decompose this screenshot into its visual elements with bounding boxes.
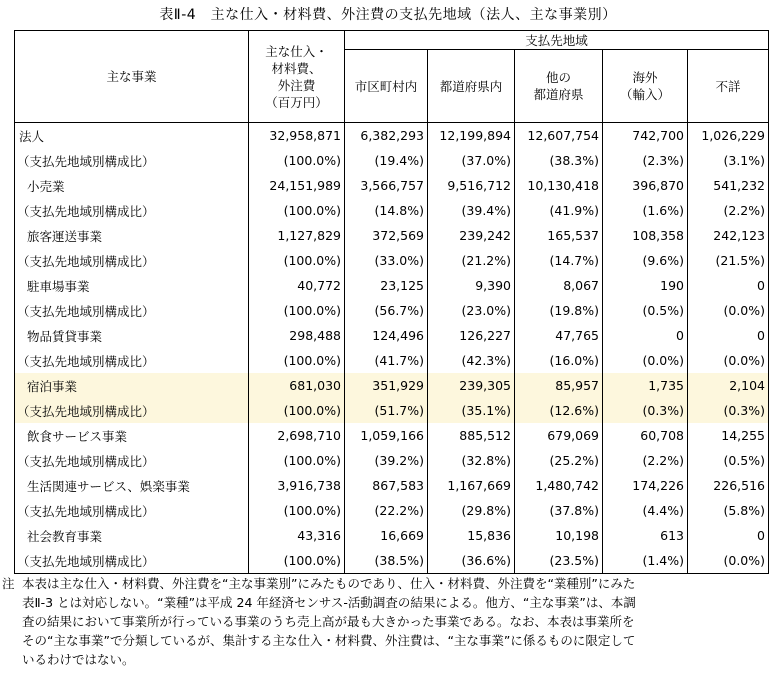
cell-value: (2.2%)	[603, 448, 688, 473]
cell-value: (3.1%)	[688, 148, 769, 173]
header-region-municipal	[345, 50, 428, 123]
table-row	[15, 323, 769, 348]
cell-value: 1,480,742	[515, 473, 603, 498]
cell-value: (21.5%)	[688, 248, 769, 273]
footnote-line: いるわけではない。	[22, 652, 135, 667]
row-label: （支払先地域別構成比）	[15, 548, 249, 574]
cell-value: 239,242	[428, 223, 515, 248]
cell-value: (23.0%)	[428, 298, 515, 323]
header-region-line: 他の	[545, 70, 571, 85]
cell-value: 372,569	[345, 223, 428, 248]
row-label: 飲食サービス事業	[15, 423, 249, 448]
cell-value: (1.6%)	[603, 198, 688, 223]
row-label: （支払先地域別構成比）	[15, 498, 249, 523]
cell-value: (100.0%)	[249, 198, 345, 223]
cell-value: 10,198	[515, 523, 603, 548]
cell-value: 9,516,712	[428, 173, 515, 198]
cell-value: 681,030	[249, 373, 345, 398]
cell-value: 396,870	[603, 173, 688, 198]
cell-value: (100.0%)	[249, 298, 345, 323]
cell-value: (32.8%)	[428, 448, 515, 473]
cell-value: (0.0%)	[603, 348, 688, 373]
table-row	[15, 523, 769, 548]
table-row	[15, 173, 769, 198]
cell-value: 85,957	[515, 373, 603, 398]
cell-value: (38.3%)	[515, 148, 603, 173]
row-label: （支払先地域別構成比）	[15, 348, 249, 373]
cell-value: 1,026,229	[688, 123, 769, 149]
cell-value: 0	[688, 323, 769, 348]
row-label: （支払先地域別構成比）	[15, 198, 249, 223]
table-row	[15, 423, 769, 448]
footnote-text	[22, 574, 772, 669]
cell-value: (33.0%)	[345, 248, 428, 273]
table-row	[15, 473, 769, 498]
header-business: 主な事業	[15, 31, 249, 123]
footnote-line: 本表は主な仕入・材料費、外注費を“主な事業別”にみたものであり、仕入・材料費、外注費を“業種別”にみた	[22, 576, 636, 591]
cell-value: 613	[603, 523, 688, 548]
cell-value: 298,488	[249, 323, 345, 348]
cell-value: (9.6%)	[603, 248, 688, 273]
cell-value: (14.8%)	[345, 198, 428, 223]
cell-value: (4.4%)	[603, 498, 688, 523]
cell-value: 23,125	[345, 273, 428, 298]
cell-value: (100.0%)	[249, 248, 345, 273]
cell-value: (42.3%)	[428, 348, 515, 373]
table-row	[15, 123, 769, 149]
header-region-line: 市区町村内	[354, 78, 418, 94]
cell-value: (41.9%)	[515, 198, 603, 223]
cell-value: 0	[688, 523, 769, 548]
row-label: （支払先地域別構成比）	[15, 398, 249, 423]
row-label: 小売業	[15, 173, 249, 198]
cell-value: 24,151,989	[249, 173, 345, 198]
cell-value: 126,227	[428, 323, 515, 348]
header-total-line: 外注費	[277, 77, 316, 93]
cell-value: (56.7%)	[345, 298, 428, 323]
row-label: （支払先地域別構成比）	[15, 448, 249, 473]
ratio-row	[15, 398, 769, 423]
cell-value: (100.0%)	[249, 498, 345, 523]
cell-value: 1,167,669	[428, 473, 515, 498]
cell-value: 1,059,166	[345, 423, 428, 448]
header-region-line: 不詳	[715, 78, 741, 94]
cell-value: 867,583	[345, 473, 428, 498]
header-total-line: （百万円）	[265, 94, 328, 110]
row-label: （支払先地域別構成比）	[15, 148, 249, 173]
cell-value: (41.7%)	[345, 348, 428, 373]
table-row	[15, 273, 769, 298]
cell-value: (22.2%)	[345, 498, 428, 523]
cell-value: 1,735	[603, 373, 688, 398]
cell-value: 16,669	[345, 523, 428, 548]
cell-value: 1,127,829	[249, 223, 345, 248]
row-label: 物品賃貸事業	[15, 323, 249, 348]
cell-value: 10,130,418	[515, 173, 603, 198]
ratio-row	[15, 298, 769, 323]
row-label: 生活関連サービス、娯楽事業	[15, 473, 249, 498]
cell-value: (12.6%)	[515, 398, 603, 423]
cell-value: 12,607,754	[515, 123, 603, 149]
cell-value: (29.8%)	[428, 498, 515, 523]
cell-value: 190	[603, 273, 688, 298]
cell-value: 885,512	[428, 423, 515, 448]
cell-value: (39.2%)	[345, 448, 428, 473]
cell-value: (0.0%)	[688, 348, 769, 373]
cell-value: 679,069	[515, 423, 603, 448]
row-label: （支払先地域別構成比）	[15, 298, 249, 323]
cell-value: (14.7%)	[515, 248, 603, 273]
row-label: 宿泊事業	[15, 373, 249, 398]
cell-value: 8,067	[515, 273, 603, 298]
ratio-row	[15, 348, 769, 373]
header-region-other-prefecture	[515, 50, 603, 123]
table-body	[15, 123, 769, 574]
cell-value: 9,390	[428, 273, 515, 298]
cell-value: 242,123	[688, 223, 769, 248]
header-total-line: 主な仕入・	[265, 43, 328, 59]
cell-value: (0.5%)	[688, 448, 769, 473]
cell-value: (0.3%)	[688, 398, 769, 423]
cell-value: 3,566,757	[345, 173, 428, 198]
cell-value: 60,708	[603, 423, 688, 448]
footnote-line: 査の結果において事業所が行っている事業のうち売上高が最も大きかった事業である。なお、本表は事業所を	[22, 614, 635, 629]
header-total	[249, 31, 345, 123]
header-region-prefecture	[428, 50, 515, 123]
table-title: 表Ⅱ-4 主な仕入・材料費、外注費の支払先地域（法人、主な事業別）	[159, 7, 617, 23]
ratio-row	[15, 248, 769, 273]
header-region-group: 支払先地域	[345, 31, 769, 50]
cell-value: 0	[603, 323, 688, 348]
cell-value: 541,232	[688, 173, 769, 198]
cell-value: (35.1%)	[428, 398, 515, 423]
cell-value: (100.0%)	[249, 398, 345, 423]
cell-value: 2,104	[688, 373, 769, 398]
cell-value: 165,537	[515, 223, 603, 248]
cell-value: (0.3%)	[603, 398, 688, 423]
cell-value: 32,958,871	[249, 123, 345, 149]
cell-value: (16.0%)	[515, 348, 603, 373]
cell-value: 0	[688, 273, 769, 298]
data-table	[14, 30, 769, 574]
cell-value: 40,772	[249, 273, 345, 298]
footnote-line: その“主な事業”で分類しているが、集計する主な仕入・材料費、外注費は、“主な事業”に係るものに限定して	[22, 633, 636, 648]
cell-value: (23.5%)	[515, 548, 603, 574]
cell-value: (100.0%)	[249, 348, 345, 373]
cell-value: (37.0%)	[428, 148, 515, 173]
cell-value: (2.2%)	[688, 198, 769, 223]
cell-value: (21.2%)	[428, 248, 515, 273]
ratio-row	[15, 548, 769, 574]
header-region-unknown	[688, 50, 769, 123]
cell-value: 174,226	[603, 473, 688, 498]
cell-value: 742,700	[603, 123, 688, 149]
cell-value: (2.3%)	[603, 148, 688, 173]
cell-value: (100.0%)	[249, 548, 345, 574]
cell-value: (0.0%)	[688, 298, 769, 323]
cell-value: 239,305	[428, 373, 515, 398]
cell-value: (19.4%)	[345, 148, 428, 173]
ratio-row	[15, 448, 769, 473]
cell-value: 15,836	[428, 523, 515, 548]
row-label: （支払先地域別構成比）	[15, 248, 249, 273]
cell-value: 43,316	[249, 523, 345, 548]
cell-value: 3,916,738	[249, 473, 345, 498]
header-region-line: 海外	[632, 70, 658, 85]
header-region-overseas	[603, 50, 688, 123]
cell-value: (0.5%)	[603, 298, 688, 323]
cell-value: (100.0%)	[249, 148, 345, 173]
row-label: 駐車場事業	[15, 273, 249, 298]
cell-value: 12,199,894	[428, 123, 515, 149]
cell-value: (36.6%)	[428, 548, 515, 574]
row-label: 旅客運送事業	[15, 223, 249, 248]
footnote-line: 表Ⅱ-3 とは対応しない。“業種”は平成 24 年経済センサス‐活動調査の結果による。他方、“主な事業”は、本調	[22, 595, 636, 610]
cell-value: (0.0%)	[688, 548, 769, 574]
header-total-line: 材料費、	[271, 60, 322, 76]
row-label: 法人	[15, 123, 249, 149]
header-region-line: 都道府県内	[439, 78, 503, 94]
ratio-row	[15, 498, 769, 523]
cell-value: (25.2%)	[515, 448, 603, 473]
cell-value: 2,698,710	[249, 423, 345, 448]
cell-value: 226,516	[688, 473, 769, 498]
footnote-mark: 注	[2, 576, 15, 591]
row-label: 社会教育事業	[15, 523, 249, 548]
table-row	[15, 373, 769, 398]
cell-value: 351,929	[345, 373, 428, 398]
cell-value: 6,382,293	[345, 123, 428, 149]
cell-value: (37.8%)	[515, 498, 603, 523]
cell-value: (5.8%)	[688, 498, 769, 523]
cell-value: (1.4%)	[603, 548, 688, 574]
cell-value: 14,255	[688, 423, 769, 448]
header-region-line: （輸入）	[619, 87, 670, 102]
cell-value: 124,496	[345, 323, 428, 348]
table-row	[15, 223, 769, 248]
cell-value: (100.0%)	[249, 448, 345, 473]
cell-value: (39.4%)	[428, 198, 515, 223]
ratio-row	[15, 198, 769, 223]
ratio-row	[15, 148, 769, 173]
cell-value: (19.8%)	[515, 298, 603, 323]
header-region-line: 都道府県	[533, 87, 584, 102]
cell-value: 108,358	[603, 223, 688, 248]
cell-value: (51.7%)	[345, 398, 428, 423]
cell-value: (38.5%)	[345, 548, 428, 574]
cell-value: 47,765	[515, 323, 603, 348]
